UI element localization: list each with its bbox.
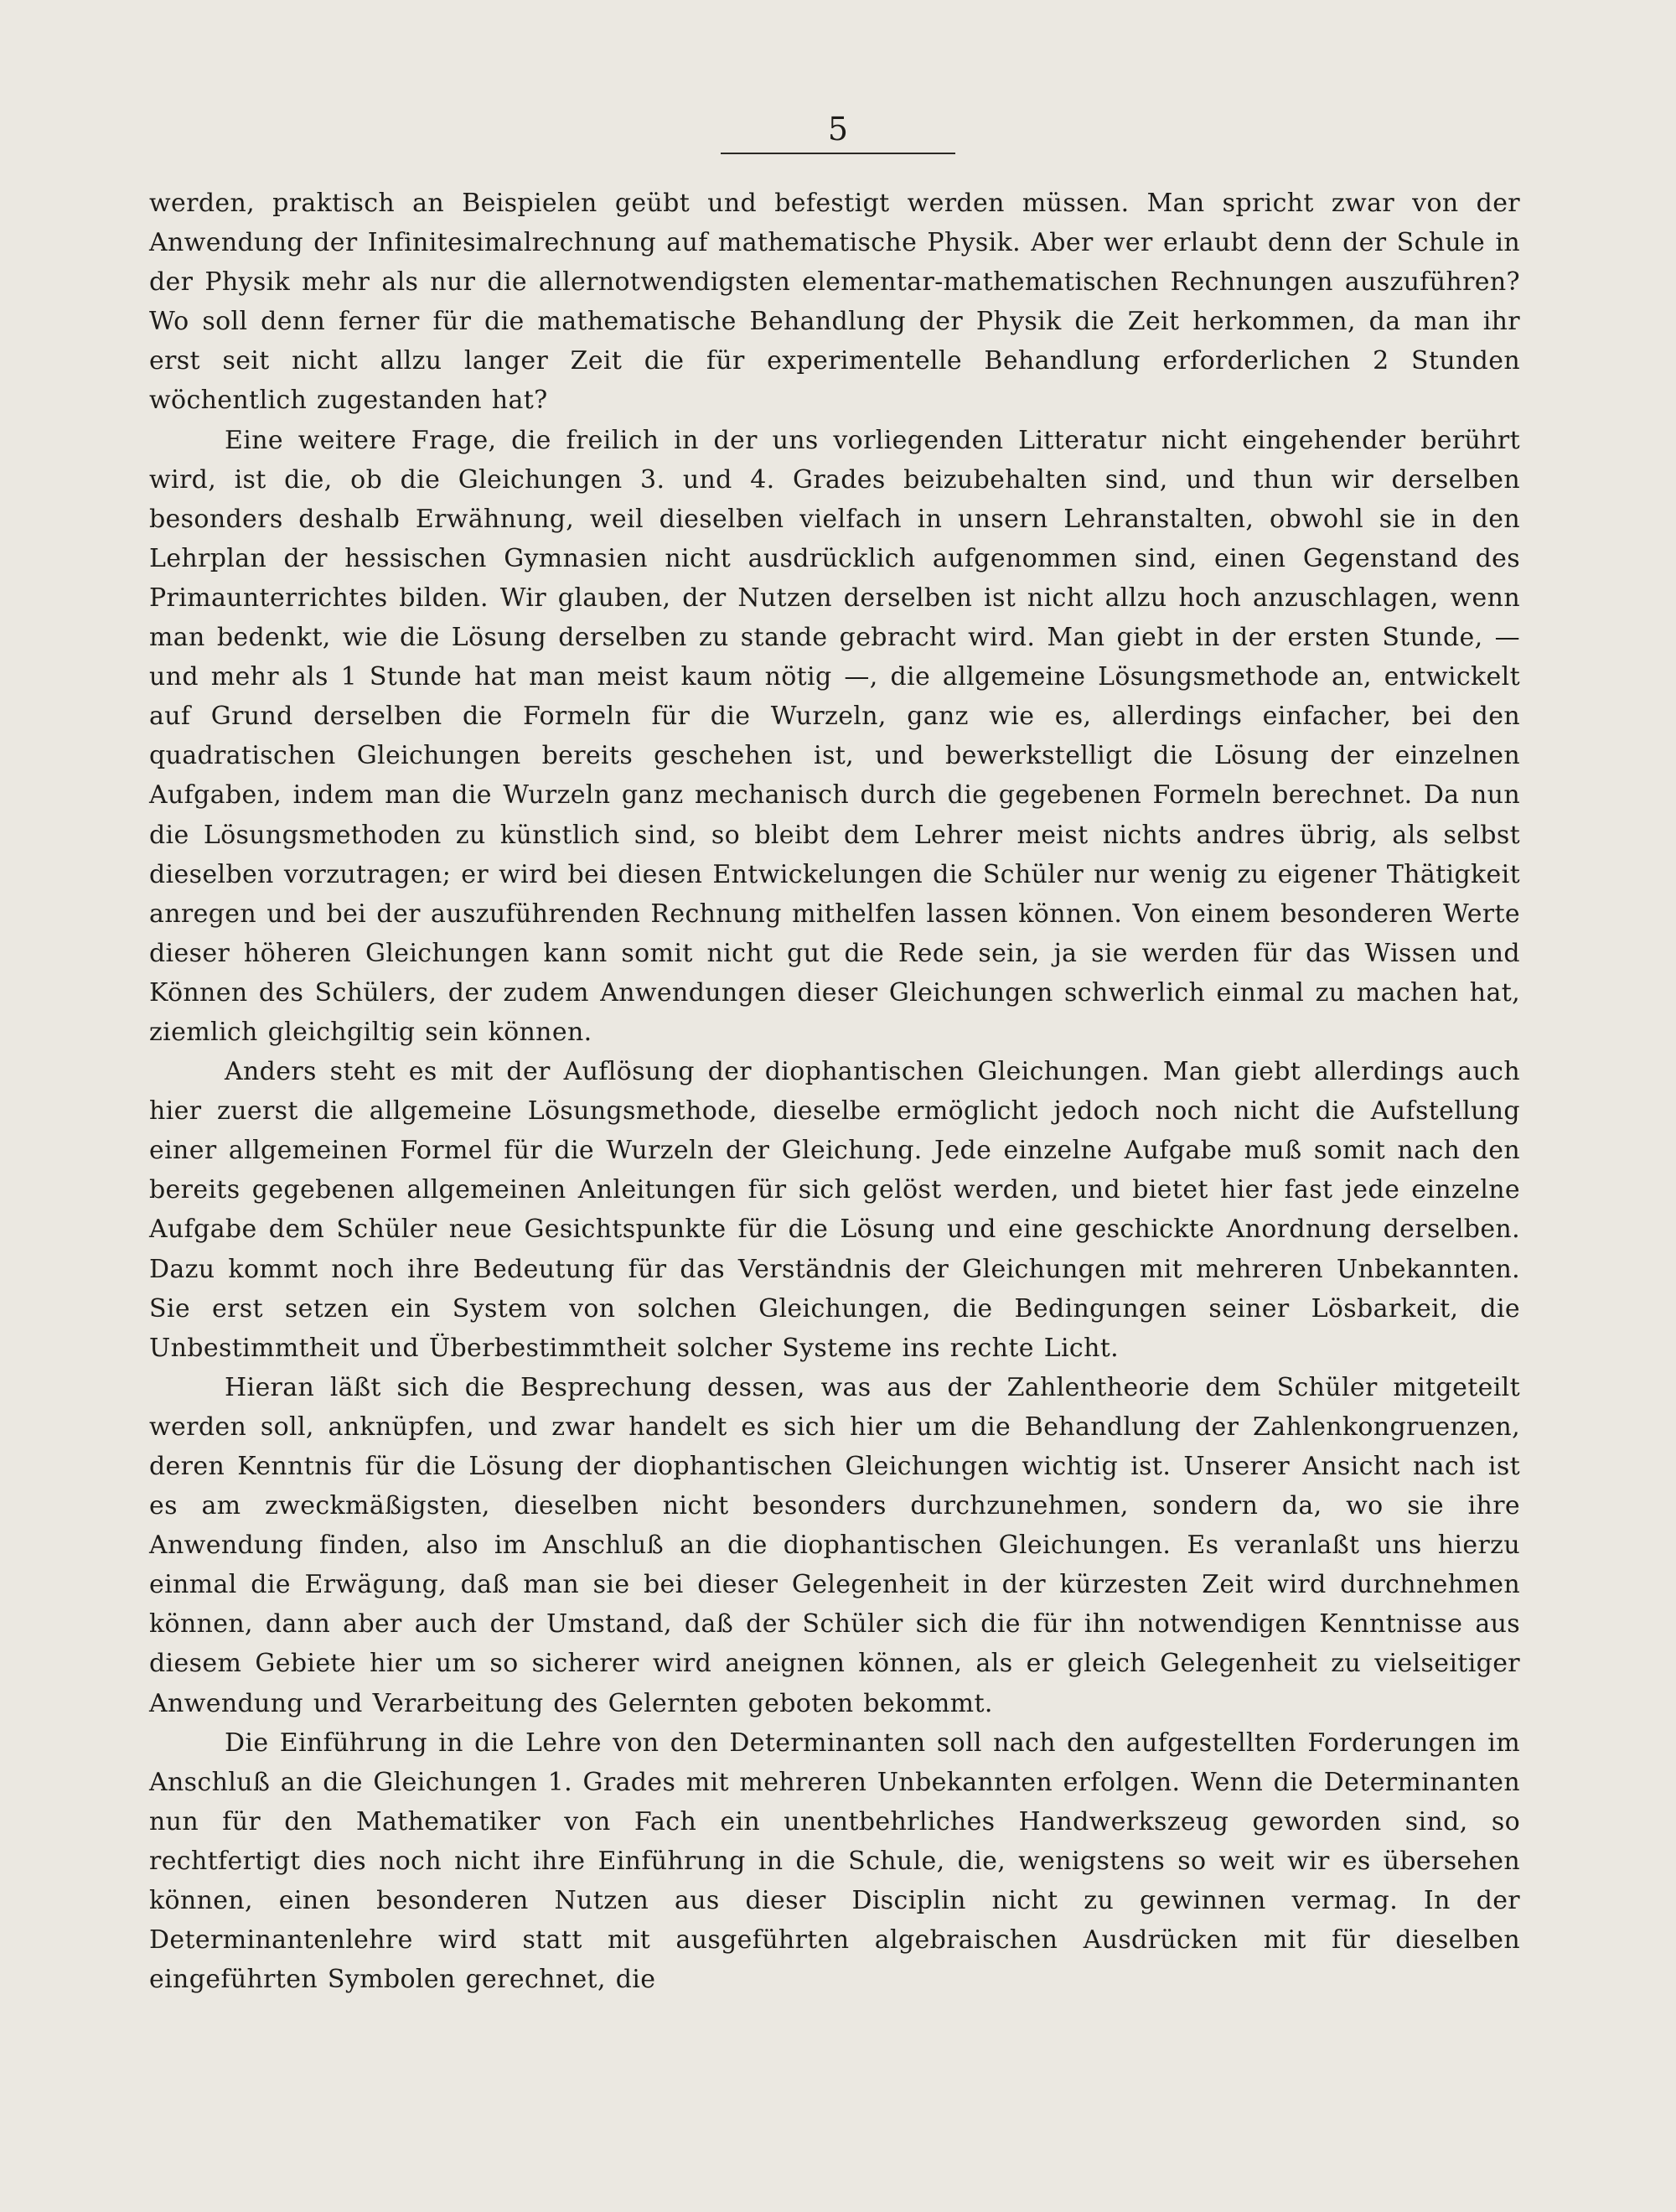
body-text [149,184,1520,1999]
paragraph-3: Anders steht es mit der Auflösung der diophantischen Gleichungen. Man giebt allerdings auch hier zuerst die allgemeine Lösungsmethode, dieselbe ermöglicht jedoch noch nicht die Aufstellung einer allgemeinen Formel für die Wurzeln der Gleichung. Jede einzelne Aufgabe muß somit nach den bereits gegebenen allgemeinen Anleitungen für sich gelöst werden, und bietet hier fast jede einzelne Aufgabe dem Schüler neue Gesichtspunkte für die Lösung und eine geschickte Anordnung derselben. Dazu kommt noch ihre Bedeutung für das Verständnis der Gleichungen mit mehreren Unbekannten. Sie erst setzen ein System von solchen Gleichungen, die Bedingungen seiner Lösbarkeit, die Unbestimmtheit und Überbestimmtheit solcher Systeme ins rechte Licht. [149,1057,1520,1363]
paragraph-5: Die Einführung in die Lehre von den Determinanten soll nach den aufgestellten Forderungen im Anschluß an die Gleichungen 1. Grades mit mehreren Unbekannten erfolgen. Wenn die Determinanten nun für den Mathematiker von Fach ein unentbehrliches Handwerkszeug geworden sind, so rechtfertigt dies noch nicht ihre Einführung in die Schule, die, wenigstens so weit wir es übersehen können, einen besonderen Nutzen aus dieser Disciplin nicht zu gewinnen vermag. In der Determinantenlehre wird statt mit ausgeführten algebraischen Ausdrücken mit für dieselben eingeführten Symbolen gerechnet, die [149,1728,1520,1995]
header-rule [721,153,955,154]
page-number: 5 [827,111,849,148]
paragraph-4: Hieran läßt sich die Besprechung dessen, was aus der Zahlentheorie dem Schüler mitgeteilt werden soll, anknüpfen, und zwar handelt es sich hier um die Behandlung der Zahlenkongruenzen, deren Kenntnis für die Lösung der diophantischen Gleichungen wichtig ist. Unserer Ansicht nach ist es am zweckmäßigsten, dieselben nicht besonders durchzunehmen, sondern da, wo sie ihre Anwendung finden, also im Anschluß an die diophantischen Gleichungen. Es veranlaßt uns hierzu einmal die Erwägung, daß man sie bei dieser Gelegenheit in der kürzesten Zeit wird durchnehmen können, dann aber auch der Umstand, daß der Schüler sich die für ihn notwendigen Kenntnisse aus diesem Gebiete hier um so sicherer wird aneignen können, als er gleich Gelegenheit zu vielseitiger Anwendung und Verarbeitung des Gelernten geboten bekommt. [149,1372,1520,1718]
paragraph-1: werden, praktisch an Beispielen geübt und befestigt werden müssen. Man spricht zwar von der Anwendung der Infinitesimalrechnung auf mathematische Physik. Aber wer erlaubt denn der Schule in der Physik mehr als nur die allernotwendigsten elementar-mathematischen Rechnungen auszuführen? Wo soll denn ferner für die mathematische Behandlung der Physik die Zeit herkommen, da man ihr erst seit nicht allzu langer Zeit die für experimentelle Behandlung erforderlichen 2 Stunden wöchentlich zugestanden hat? [149,189,1520,416]
paragraph-2: Eine weitere Frage, die freilich in der uns vorliegenden Litteratur nicht eingehender berührt wird, ist die, ob die Gleichungen 3. und 4. Grades beizubehalten sind, und thun wir derselben besonders deshalb Erwähnung, weil dieselben vielfach in unsern Lehranstalten, obwohl sie in den Lehrplan der hessischen Gymnasien nicht ausdrücklich aufgenommen sind, einen Gegenstand des Primaunterrichtes bilden. Wir glauben, der Nutzen derselben ist nicht allzu hoch anzuschlagen, wenn man bedenkt, wie die Lösung derselben zu stande gebracht wird. Man giebt in der ersten Stunde, — und mehr als 1 Stunde hat man meist kaum nötig —, die allgemeine Lösungsmethode an, entwickelt auf Grund derselben die Formeln für die Wurzeln, ganz wie es, allerdings einfacher, bei den quadratischen Gleichungen bereits geschehen ist, und bewerkstelligt die Lösung der einzelnen Aufgaben, indem man die Wurzeln ganz mechanisch durch die gegebenen Formeln berechnet. Da nun die Lösungsmethoden zu künstlich sind, so bleibt dem Lehrer meist nichts andres übrig, als selbst dieselben vorzutragen; er wird bei diesen Entwickelungen die Schüler nur wenig zu eigener Thätigkeit anregen und bei der auszuführenden Rechnung mithelfen lassen können. Von einem besonderen Werte dieser höheren Gleichungen kann somit nicht gut die Rede sein, ja sie werden für das Wissen und Können des Schülers, der zudem Anwendungen dieser Gleichungen schwerlich einmal zu machen hat, ziemlich gleichgiltig sein können. [149,425,1520,1047]
